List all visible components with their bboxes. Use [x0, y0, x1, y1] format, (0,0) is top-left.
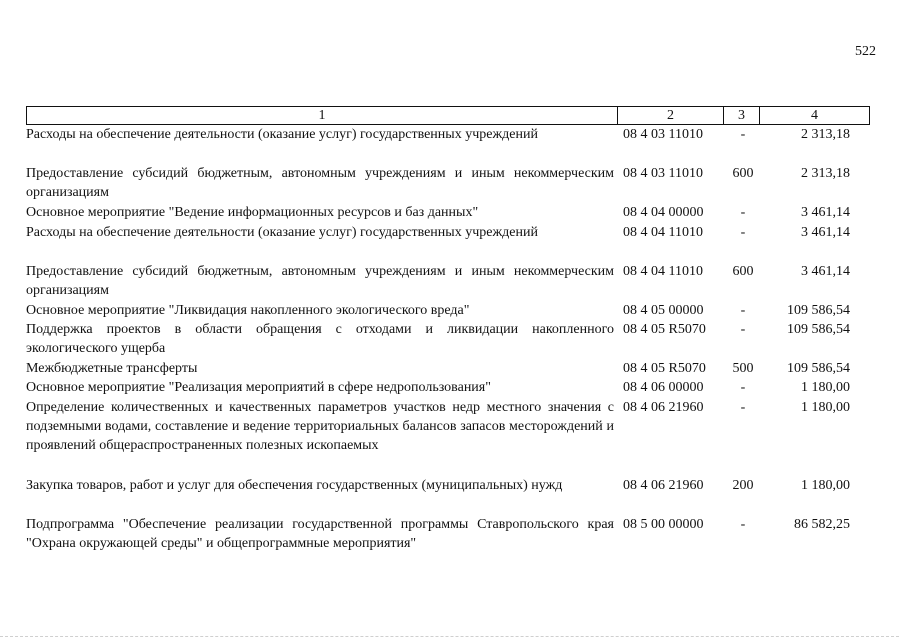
row-amount: 2 313,18: [801, 166, 850, 181]
table-header: [26, 106, 870, 125]
row-code: 08 4 06 21960: [623, 478, 704, 493]
row-amount: 2 313,18: [801, 127, 850, 142]
row-amount: 3 461,14: [801, 205, 850, 220]
row-type: -: [740, 127, 746, 142]
header-col-2: 2: [617, 107, 723, 124]
table-row: [26, 476, 868, 495]
row-amount: 1 180,00: [801, 400, 850, 415]
table-row: [26, 301, 868, 320]
row-code: 08 4 04 11010: [623, 264, 703, 279]
table-row: [26, 398, 868, 455]
row-amount: 3 461,14: [801, 225, 850, 240]
row-code: 08 4 05 R5070: [623, 361, 706, 376]
table-row: [26, 164, 868, 202]
row-name: Предоставление субсидий бюджетным, автономным учреждениям и иным некоммерческим организациям: [26, 166, 614, 200]
row-code: 08 4 04 00000: [623, 205, 704, 220]
row-amount: 3 461,14: [801, 264, 850, 279]
table-row: [26, 359, 868, 378]
table-row: [26, 378, 868, 397]
row-name: Расходы на обеспечение деятельности (оказание услуг) государственных учреждений: [26, 225, 538, 240]
row-name: Закупка товаров, работ и услуг для обеспечения государственных (муниципальных) нужд: [26, 478, 563, 493]
row-code: 08 4 03 11010: [623, 166, 703, 181]
row-amount: 109 586,54: [787, 322, 850, 337]
table-row: [26, 203, 868, 222]
row-type: 200: [732, 478, 754, 493]
header-col-3: 3: [723, 107, 759, 124]
row-name: Межбюджетные трансферты: [26, 361, 198, 376]
row-type: -: [740, 205, 746, 220]
row-type: -: [740, 303, 746, 318]
row-type: 600: [732, 264, 754, 279]
row-code: 08 4 05 R5070: [623, 322, 706, 337]
header-col-1: 1: [318, 108, 326, 123]
row-name: Подпрограмма "Обеспечение реализации государственной программы Ставропольского края "Охрана окружающей среды" и общепрограммные мероприятия": [26, 517, 614, 551]
row-type: -: [740, 322, 746, 337]
row-type: -: [740, 517, 746, 532]
table-row: [26, 320, 868, 358]
table-row: [26, 515, 868, 553]
row-name: Основное мероприятие "Ведение информационных ресурсов и баз данных": [26, 205, 479, 220]
row-name: Поддержка проектов в области обращения с отходами и ликвидации накопленного экологического ущерба: [26, 322, 614, 356]
row-type: 600: [732, 166, 754, 181]
header-col-4: 4: [759, 107, 869, 124]
table-row: [26, 223, 868, 242]
row-code: 08 4 05 00000: [623, 303, 704, 318]
row-type: -: [740, 400, 746, 415]
table-row: [26, 125, 868, 144]
row-code: 08 5 00 00000: [623, 517, 704, 532]
row-amount: 1 180,00: [801, 380, 850, 395]
row-type: -: [740, 380, 746, 395]
row-name: Определение количественных и качественных параметров участков недр местного значения с подземными водами, составление и ведение территориальных балансов запасов месторождений и проявлений общераспространенных полезных ископаемых: [26, 400, 614, 453]
row-name: Основное мероприятие "Ликвидация накопленного экологического вреда": [26, 303, 470, 318]
row-amount: 1 180,00: [801, 478, 850, 493]
row-amount: 109 586,54: [787, 361, 850, 376]
scan-edge-line: [0, 636, 899, 638]
row-name: Основное мероприятие "Реализация мероприятий в сфере недропользования": [26, 380, 491, 395]
row-amount: 109 586,54: [787, 303, 850, 318]
row-amount: 86 582,25: [794, 517, 850, 532]
row-code: 08 4 06 21960: [623, 400, 704, 415]
row-code: 08 4 06 00000: [623, 380, 704, 395]
row-name: Предоставление субсидий бюджетным, автономным учреждениям и иным некоммерческим организациям: [26, 264, 614, 298]
table-row: [26, 262, 868, 300]
row-type: -: [740, 225, 746, 240]
row-code: 08 4 04 11010: [623, 225, 703, 240]
row-type: 500: [732, 361, 754, 376]
row-code: 08 4 03 11010: [623, 127, 703, 142]
row-name: Расходы на обеспечение деятельности (оказание услуг) государственных учреждений: [26, 127, 538, 142]
page-number: 522: [855, 44, 876, 59]
